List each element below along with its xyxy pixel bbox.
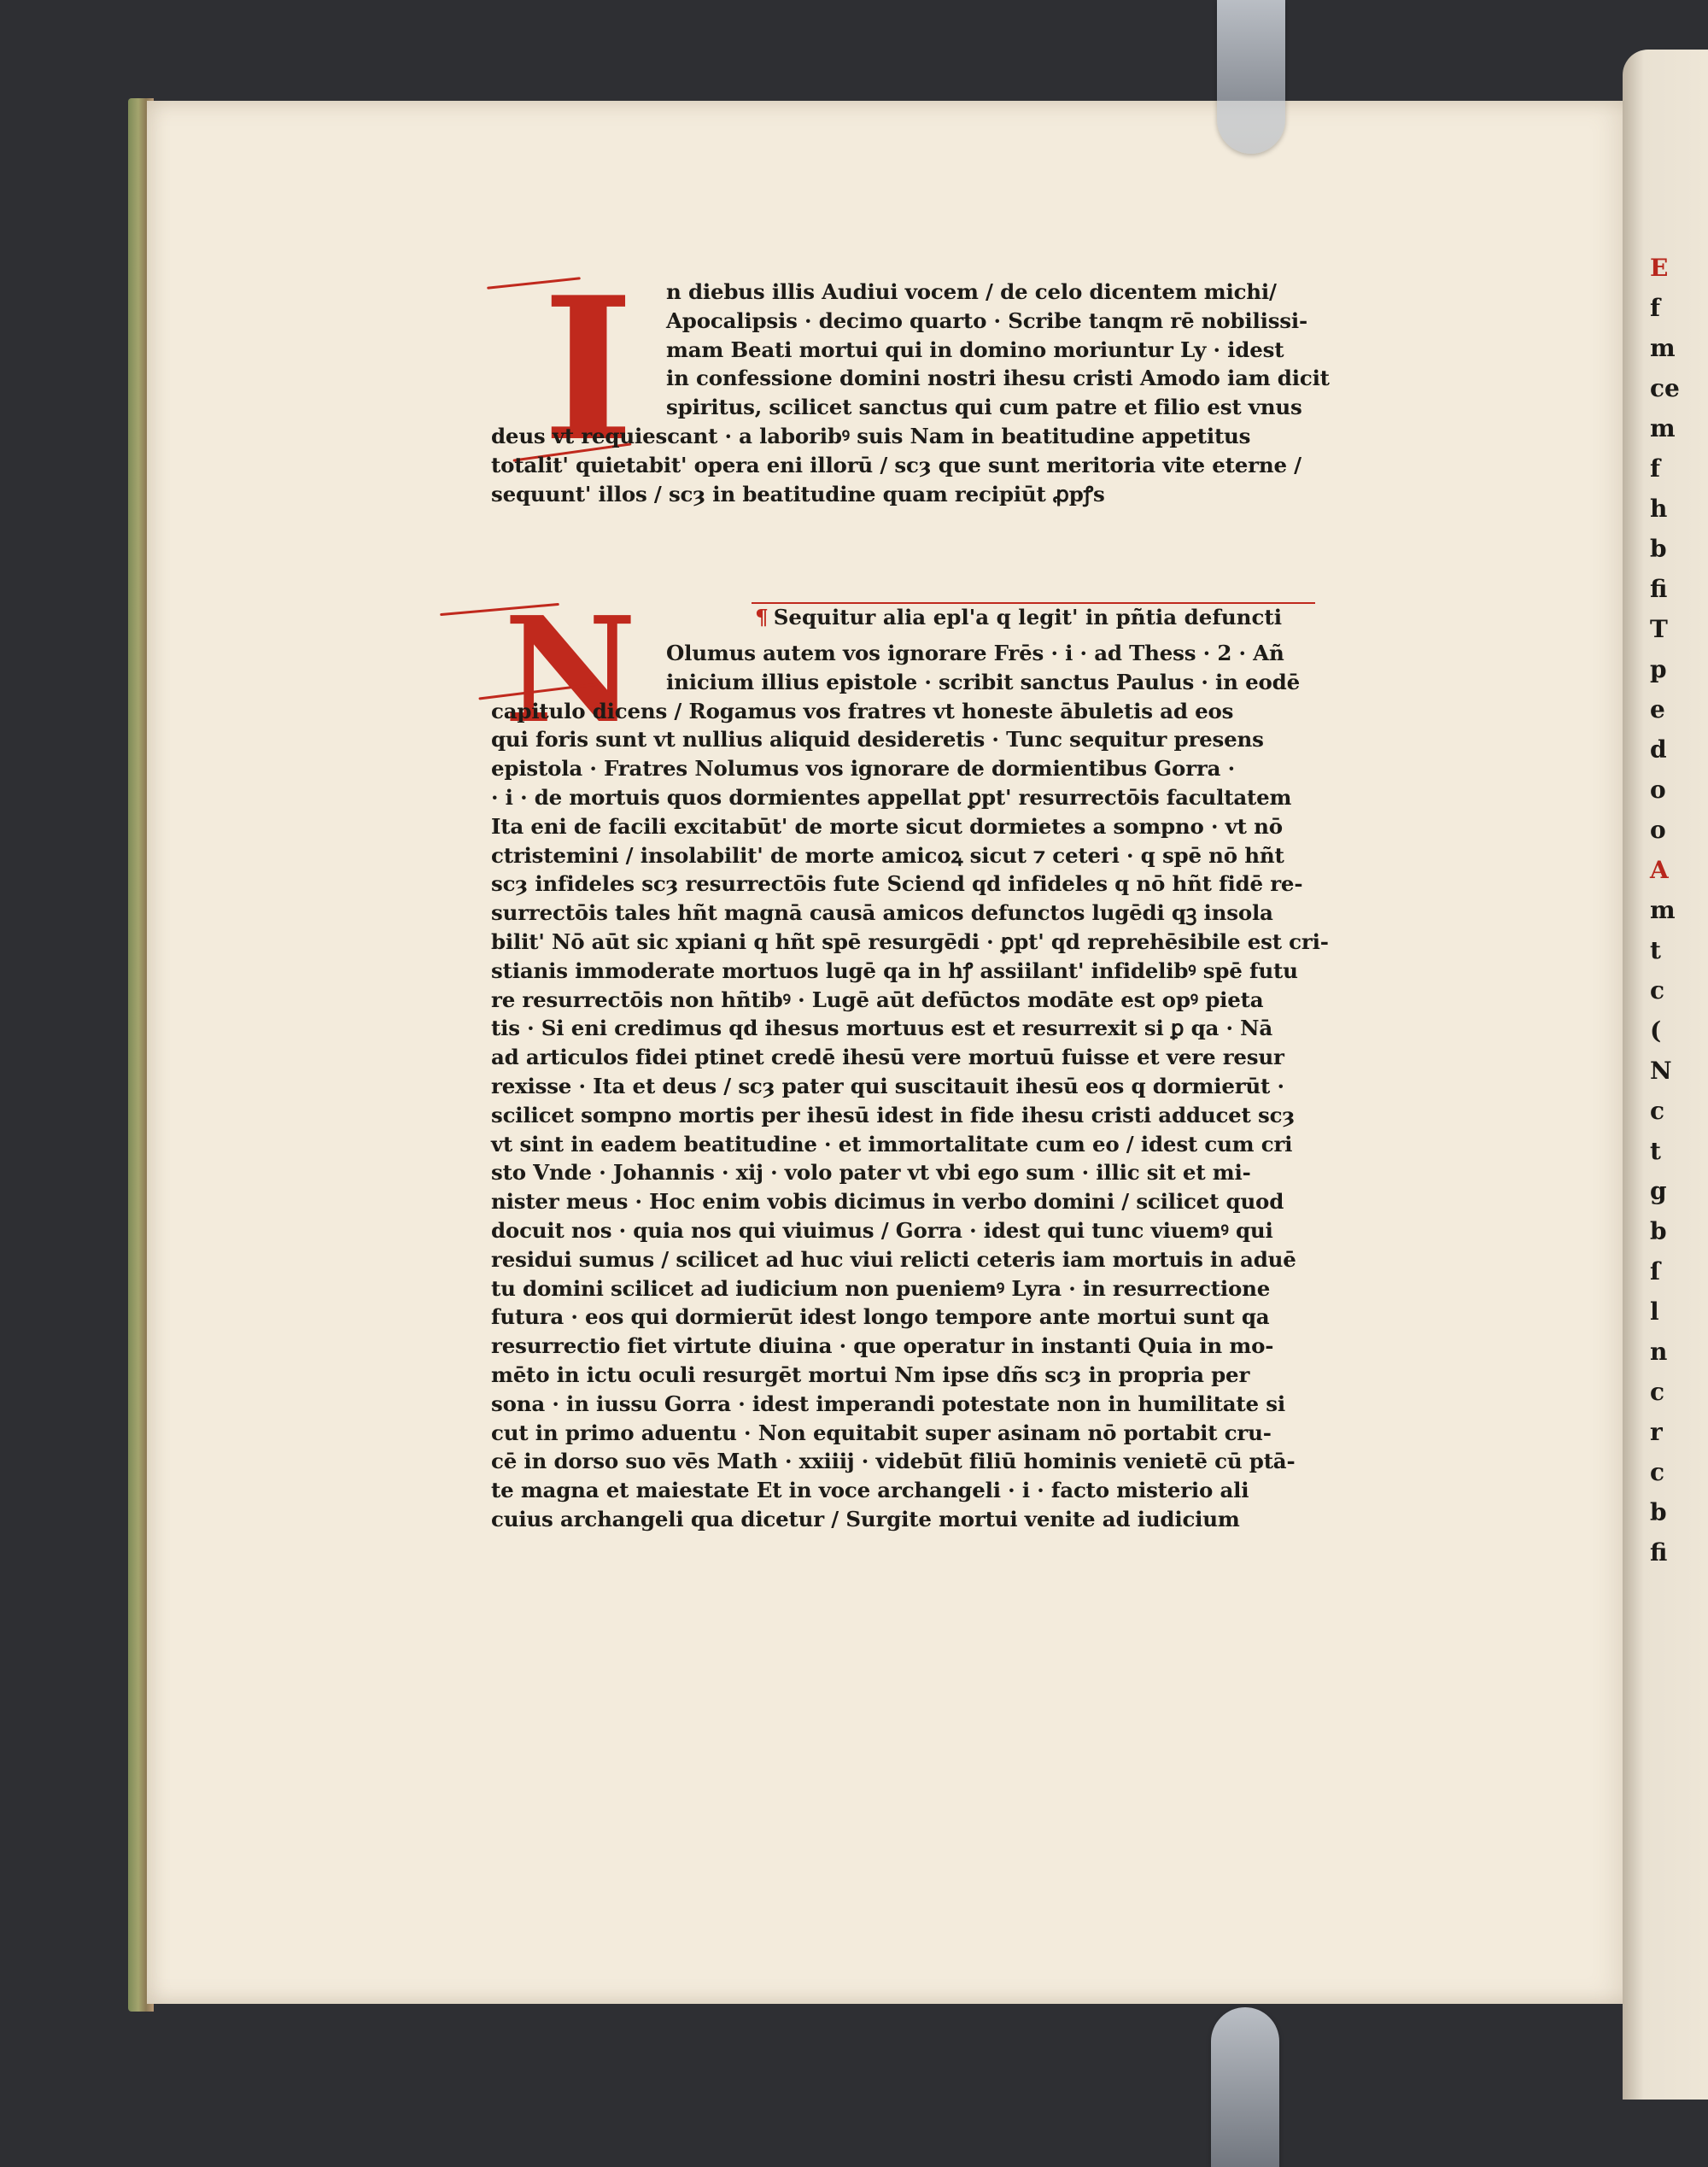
text-line: sona · in iussu Gorra · idest imperandi potestate non in humilitate si [491,1391,1285,1416]
red-initial-i: I [542,255,635,485]
text-line: vt sint in eadem beatitudine · et immortalitate cum eo / idest cum cri [491,1131,1293,1157]
facing-page-letter: n [1650,1338,1668,1366]
text-line: scȝ infideles scȝ resurrectōis fute Sciend qd infideles q nō hñt fidē re- [491,871,1303,897]
text-line: spiritus, scilicet sanctus qui cum patre et filio est vnus [666,395,1302,420]
heading-text: Sequitur alia epl'a q legit' in pñtia defuncti [773,605,1283,630]
facing-page-letter: b [1650,535,1667,563]
facing-page-letter: t [1650,1137,1661,1165]
facing-page-letter: c [1650,976,1665,1004]
text-line: Olumus autem vos ignorare Frēs · i · ad Thess · 2 · Añ [666,641,1284,665]
text-line: Apocalipsis · decimo quarto · Scribe tanqm rē nobilissi- [666,307,1307,333]
bottom-glass-clip [1211,2007,1279,2167]
facing-page-letter: c [1650,1458,1665,1486]
text-line: deus vt requiescant · a laboribꝰ suis Nam in beatitudine appetitus [491,423,1251,448]
text-line: resurrectio fiet virtute diuina · que operatur in instanti Quia in mo- [491,1333,1274,1359]
facing-page-letter: m [1650,414,1676,442]
facing-page-text-fragments [1650,248,1708,1573]
facing-page-letter: c [1650,1378,1665,1406]
text-line: capitulo dicens / Rogamus vos fratres vt honeste ābuletis ad eos [491,698,1234,723]
text-line: rexisse · Ita et deus / scȝ pater qui suscitauit ihesū eos q dormierūt · [491,1073,1284,1098]
text-line: qui foris sunt vt nullius aliquid desideretis · Tunc sequitur presens [491,727,1264,753]
text-line: docuit nos · quia nos qui viuimus / Gorra · idest qui tunc viuemꝰ qui [491,1217,1273,1243]
facing-page-letter: N [1650,1057,1672,1085]
facing-page-letter: A [1650,856,1669,884]
facing-page-letter: m [1650,896,1676,924]
facing-page-letter: f [1650,294,1661,322]
text-line: ad articulos fidei ptinet credē ihesū vere mortuū fuisse et vere resur [491,1045,1284,1070]
text-line: · i · de mortuis quos dormientes appellat ꝑpt' resurrectōis facultatem [491,784,1292,810]
facing-page-letter: b [1650,1498,1667,1526]
facing-page-letter: m [1650,334,1676,362]
text-line: mam Beati mortui qui in domino moriuntur Ly · idest [666,337,1284,362]
facing-page-letter: d [1650,735,1667,764]
text-line: re resurrectōis non hñtibꝰ · Lugē aūt defūctos modāte est opꝰ pieta [491,987,1264,1012]
text-line: ctristemini / insolabilit' de morte amicoꝝ sicut ⁊ ceteri · q spē nō hñt [491,842,1284,868]
text-line: epistola · Fratres Nolumus vos ignorare de dormientibus Gorra · [491,756,1235,782]
facing-page-letter: e [1650,695,1665,723]
text-line: nister meus · Hoc enim vobis dicimus in verbo domini / scilicet quod [491,1189,1284,1215]
facing-page-letter: ſ [1650,1257,1661,1286]
red-initial-n: N [504,585,637,756]
facing-page-letter: r [1650,1418,1663,1446]
facing-page-letter: g [1650,1177,1667,1205]
facing-page-letter: l [1650,1297,1659,1326]
text-line: totalit' quietabit' opera eni illorū / scȝ que sunt meritoria vite eterne / [491,452,1301,477]
facing-page-letter: T [1650,615,1668,643]
text-line: n diebus illis Audiui vocem / de celo dicentem michi/ [666,279,1277,304]
text-line: stianis immoderate mortuos lugē qa in hꝭ assiilant' infidelibꝰ spē futu [491,958,1298,983]
heading-red-underline [752,602,1315,604]
text-line: tu domini scilicet ad iudicium non pueniemꝰ Lyra · in resurrectione [491,1275,1271,1301]
text-line: sto Vnde · Johannis · xij · volo pater vt vbi ego sum · illic sit et mi- [491,1160,1251,1186]
text-line: tis · Si eni credimus qd ihesus mortuus est et resurrexit si ꝑ qa · Nā [491,1016,1273,1041]
paragraph-apocalypse [491,278,1362,508]
text-line: bilit' Nō aūt sic xpiani q hñt spē resurgēdi · ꝑpt' qd reprehēsibile est cri- [491,928,1329,954]
facing-page-letter: o [1650,816,1666,844]
text-line: Ita eni de facili excitabūt' de morte sicut dormietes a sompno · vt nō [491,813,1283,839]
top-glass-clip [1217,0,1285,154]
facing-page-letter: h [1650,495,1668,523]
text-line: inicium illius epistole · scribit sanctus Paulus · in eodē [666,669,1300,694]
text-line: residui sumus / scilicet ad huc viui relicti ceteris iam mortuis in aduē [491,1246,1296,1272]
text-line: surrectōis tales hñt magnā causā amicos defunctos lugēdi qꝫ insola [491,900,1273,926]
text-line: cuius archangeli qua dicetur / Surgite mortui venite ad iudicium [491,1506,1240,1532]
pilcrow-mark: ¶ [755,605,769,630]
text-line: te magna et maiestate Et in voce archangeli · i · facto misterio ali [491,1478,1249,1503]
facing-page-letter: fi [1650,1538,1668,1567]
facing-page-letter: t [1650,936,1661,964]
facing-page-letter: E [1650,254,1669,282]
facing-page-letter: f [1650,454,1661,483]
facing-page-letter: o [1650,776,1666,804]
facing-page-letter: ce [1650,374,1680,402]
text-line: cut in primo aduentu · Non equitabit super asinam nō portabit cru- [491,1420,1272,1445]
paragraph-thessalonians [491,639,1362,1534]
facing-page-letter: ( [1650,1016,1662,1045]
facing-page-letter: p [1650,655,1667,683]
text-line: mēto in ictu oculi resurgēt mortui Nm ipse dñs scȝ in propria per [491,1362,1250,1387]
facing-page-letter: fi [1650,575,1668,603]
text-line: cē in dorso suo vēs Math · xxiiij · videbūt filiū hominis venietē cū ptā- [491,1449,1296,1474]
facing-page-letter: c [1650,1097,1665,1125]
text-line: sequunt' illos / scȝ in beatitudine quam recipiūt ꝓpꝭs [491,481,1105,507]
text-line: futura · eos qui dormierūt idest longo tempore ante mortui sunt qa [491,1304,1270,1330]
text-line: in confessione domini nostri ihesu cristi Amodo iam dicit [666,366,1330,391]
text-line: scilicet sompno mortis per ihesū idest in fide ihesu cristi adducet scȝ [491,1102,1296,1127]
facing-page-letter: b [1650,1217,1667,1245]
